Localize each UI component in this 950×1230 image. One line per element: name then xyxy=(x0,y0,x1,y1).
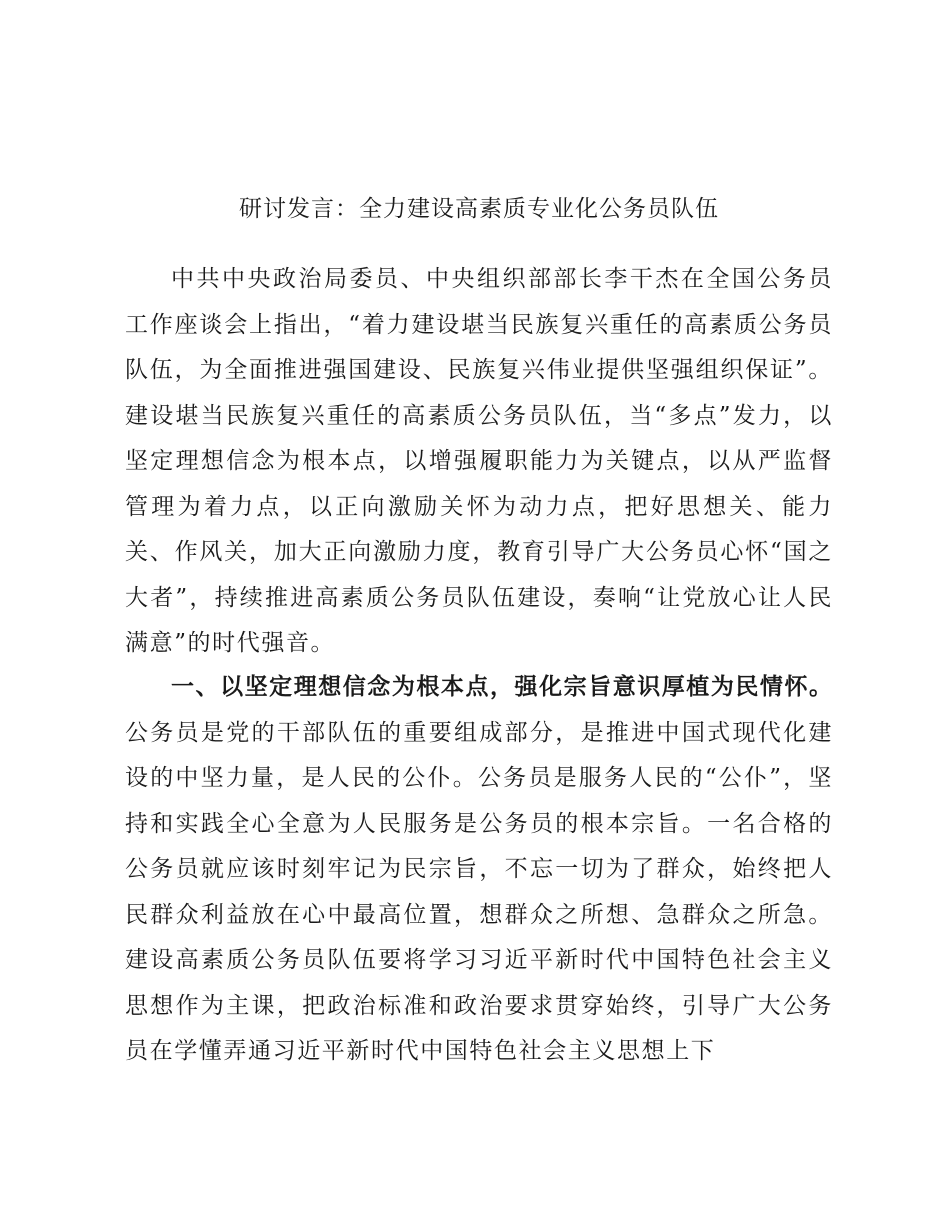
document-title: 研讨发言：全力建设高素质专业化公务员队伍 xyxy=(239,196,719,222)
section-1-paragraph xyxy=(125,665,833,1075)
intro-paragraph: 中共中央政治局委员、中央组织部部长李干杰在全国公务员工作座谈会上指出，“着力建设堪当民族复兴重任的高素质公务员队伍，为全面推进强国建设、民族复兴伟业提供坚强组织保证”。建设堪当民族复兴重任的高素质公务员队伍，当“多点”发力，以坚定理想信念为根本点，以增强履职能力为关键点，以从严监督管理为着力点，以正向激励关怀为动力点，把好思想关、能力关、作风关，加大正向激励力度，教育引导广大公务员心怀“国之大者”，持续推进高素质公务员队伍建设，奏响“让党放心让人民满意”的时代强音。 xyxy=(125,266,833,656)
section-1-heading: 一、以坚定理想信念为根本点，强化宗旨意识厚植为民情怀。 xyxy=(171,674,833,700)
section-1-body: 公务员是党的干部队伍的重要组成部分，是推进中国式现代化建设的中坚力量，是人民的公仆。公务员是服务人民的“公仆”，坚持和实践全心全意为人民服务是公务员的根本宗旨。一名合格的公务员就应该时刻牢记为民宗旨，不忘一切为了群众，始终把人民群众利益放在心中最高位置，想群众之所想、急群众之所急。建设高素质公务员队伍要将学习习近平新时代中国特色社会主义思想作为主课，把政治标准和政治要求贯穿始终，引导广大公务员在学懂弄通习近平新时代中国特色社会主义思想上下 xyxy=(125,719,833,1064)
